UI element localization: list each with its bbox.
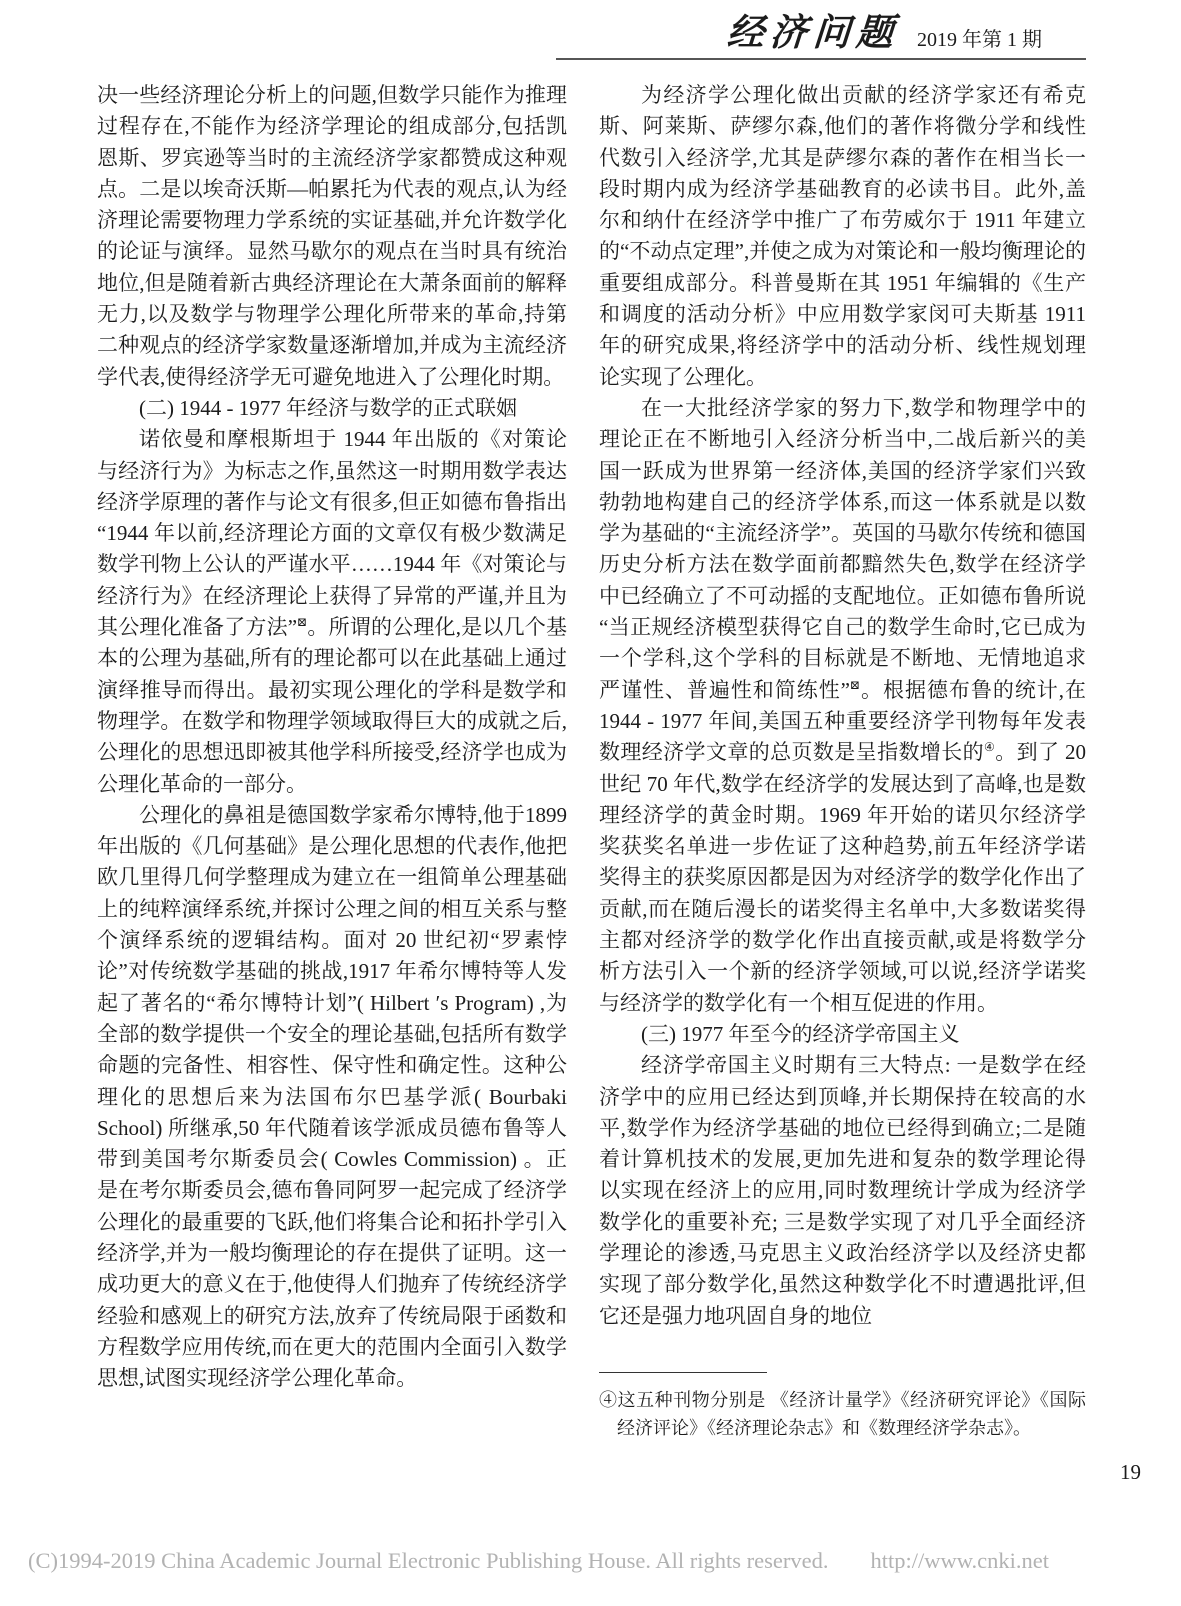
journal-issue: 2019 年第 1 期 xyxy=(917,29,1042,51)
reference-marker: ④ xyxy=(984,740,996,755)
page-number: 19 xyxy=(1120,1460,1141,1484)
copyright-text: (C)1994-2019 China Academic Journal Electronic Publishing House. All rights reserved. xyxy=(28,1548,829,1573)
body-paragraph: 决一些经济理论分析上的问题,但数学只能作为推理过程存在,不能作为经济学理论的组成部分,包括凯恩斯、罗宾逊等当时的主流经济学家都赞成这种观点。二是以埃奇沃斯—帕累托为代表的观点,认为经济理论需要物理力学系统的实证基础,并允许数学化的论证与演绎。显然马歇尔的观点在当时具有统治地位,但是随着新古典经济理论在大萧条面前的解释无力,以及数学与物理学公理化所带来的革命,持第二种观点的经济学家数量逐渐增加,并成为主流经济学代表,使得经济学无可避免地进入了公理化时期。 xyxy=(97,83,567,389)
body-paragraph: 诺依曼和摩根斯坦于 1944 年出版的《对策论与经济行为》为标志之作,虽然这一时期用数学表达经济学原理的著作与论文有很多,但正如德布鲁指出“1944 年以前,经济理论方面的文章仅有极少数满足数学刊物上公认的严谨水平……1944 年《对策论与经济行为》在经济理论上获得了异常的严谨,并且为其公理化准备了方法”⊠。所谓的公理化,是以几个基本的公理为基础,所有的理论都可以在此基础上通过演绎推导而得出。最初实现公理化的学科是数学和物理学。在数学和物理学领域取得巨大的成就之后,公理化的思想迅即被其他学科所接受,经济学也成为公理化革命的一部分。 xyxy=(97,427,567,796)
right-column xyxy=(599,80,1086,1332)
section-heading: (二) 1944 - 1977 年经济与数学的正式联姻 xyxy=(139,395,517,420)
footnote-text xyxy=(599,1387,1086,1442)
copyright-footer xyxy=(28,1548,1148,1574)
cnki-url: http://www.cnki.net xyxy=(870,1548,1050,1573)
body-paragraph: 在一大批经济学家的努力下,数学和物理学中的理论正在不断地引入经济分析当中,二战后新兴的美国一跃成为世界第一经济体,美国的经济学家们兴致勃勃地构建自己的经济学体系,而这一体系就是以数学为基础的“主流经济学”。英国的马歇尔传统和德国历史分析方法在数学面前都黯然失色,数学在经济学中已经确立了不可动摇的支配地位。正如德布鲁所说“当正规经济模型获得它自己的数学生命时,它已成为一个学科,这个学科的目标就是不断地、无情地追求严谨性、普遍性和简练性”⊠。根据德布鲁的统计,在 1944 - 1977 年间,美国五种重要经济学刊物每年发表数理经济学文章的总页数是呈指数增长的④。到了 20 世纪 70 年代,数学在经济学的发展达到了高峰,也是数理经济学的黄金时期。1969 年开始的诺贝尔经济学奖获奖名单进一步佐证了这种趋势,前五年经济学诺奖得主的获奖原因都是因为对经济学的数学化作出了贡献,而在随后漫长的诺奖得主名单中,大多数诺奖得主都对经济学的数学化作出直接贡献,或是将数学分析方法引入一个新的经济学领域,可以说,经济学诺奖与经济学的数学化有一个相互促进的作用。 xyxy=(599,395,1086,1015)
reference-marker: ⊠ xyxy=(850,677,861,692)
body-paragraph: 公理化的鼻祖是德国数学家希尔博特,他于1899 年出版的《几何基础》是公理化思想的代表作,他把欧几里得几何学整理成为建立在一组简单公理基础上的纯粹演绎系统,并探讨公理之间的相互关系与整个演绎系统的逻辑结构。面对 20 世纪初“罗素悖论”对传统数学基础的挑战,1917 年希尔博特等人发起了著名的“希尔博特计划”( Hilbert ′s Program) ,为全部的数学提供一个安全的理论基础,包括所有数学命题的完备性、相容性、保守性和确定性。这种公理化的思想后来为法国布尔巴基学派( Bourbaki School) 所继承,50 年代随着该学派成员德布鲁等人带到美国考尔斯委员会( Cowles Commission) 。正是在考尔斯委员会,德布鲁同阿罗一起完成了经济学公理化的最重要的飞跃,他们将集合论和拓扑学引入经济学,并为一般均衡理论的存在提供了证明。这一成功更大的意义在于,他使得人们抛弃了传统经济学经验和感观上的研究方法,放弃了传统局限于函数和方程数学应用传统,而在更大的范围内全面引入数学思想,试图实现经济学公理化革命。 xyxy=(97,802,567,1391)
body-paragraph: 经济学帝国主义时期有三大特点: 一是数学在经济学中的应用已经达到顶峰,并长期保持在较高的水平,数学作为经济学基础的地位已经得到确立;二是随着计算机技术的发展,更加先进和复杂的数学理论得以实现在经济上的应用,同时数理统计学成为经济学数学化的重要补充; 三是数学实现了对几乎全面经济学理论的渗透,马克思主义政治经济学以及经济史都实现了部分数学化,虽然这种数学化不时遭遇批评,但它还是强力地巩固自身的地位 xyxy=(599,1053,1086,1328)
left-column xyxy=(97,80,567,1394)
footnote-marker: ④ xyxy=(599,1390,618,1410)
journal-logo: 经济问题 xyxy=(725,13,901,54)
body-paragraph: 为经济学公理化做出贡献的经济学家还有希克斯、阿莱斯、萨缪尔森,他们的著作将微分学和线性代数引入经济学,尤其是萨缪尔森的著作在相当长一段时期内成为经济学基础教育的必读书目。此外,盖尔和纳什在经济学中推广了布劳威尔于 1911 年建立的“不动点定理”,并使之成为对策论和一般均衡理论的重要组成部分。科普曼斯在其 1951 年编辑的《生产和调度的活动分析》中应用数学家闵可夫斯基 1911 年的研究成果,将经济学中的活动分析、线性规划理论实现了公理化。 xyxy=(599,83,1086,389)
reference-marker: ⊠ xyxy=(297,615,308,630)
footnote-body: 这五种刊物分别是 《经济计量学》《经济研究评论》《国际经济评论》《经济理论杂志》和《数理经济学杂志》。 xyxy=(617,1390,1087,1438)
section-heading: (三) 1977 年至今的经济学帝国主义 xyxy=(641,1021,960,1046)
footnote-block xyxy=(599,1372,1086,1442)
page-header xyxy=(556,10,1086,60)
footnote-separator xyxy=(599,1372,767,1373)
